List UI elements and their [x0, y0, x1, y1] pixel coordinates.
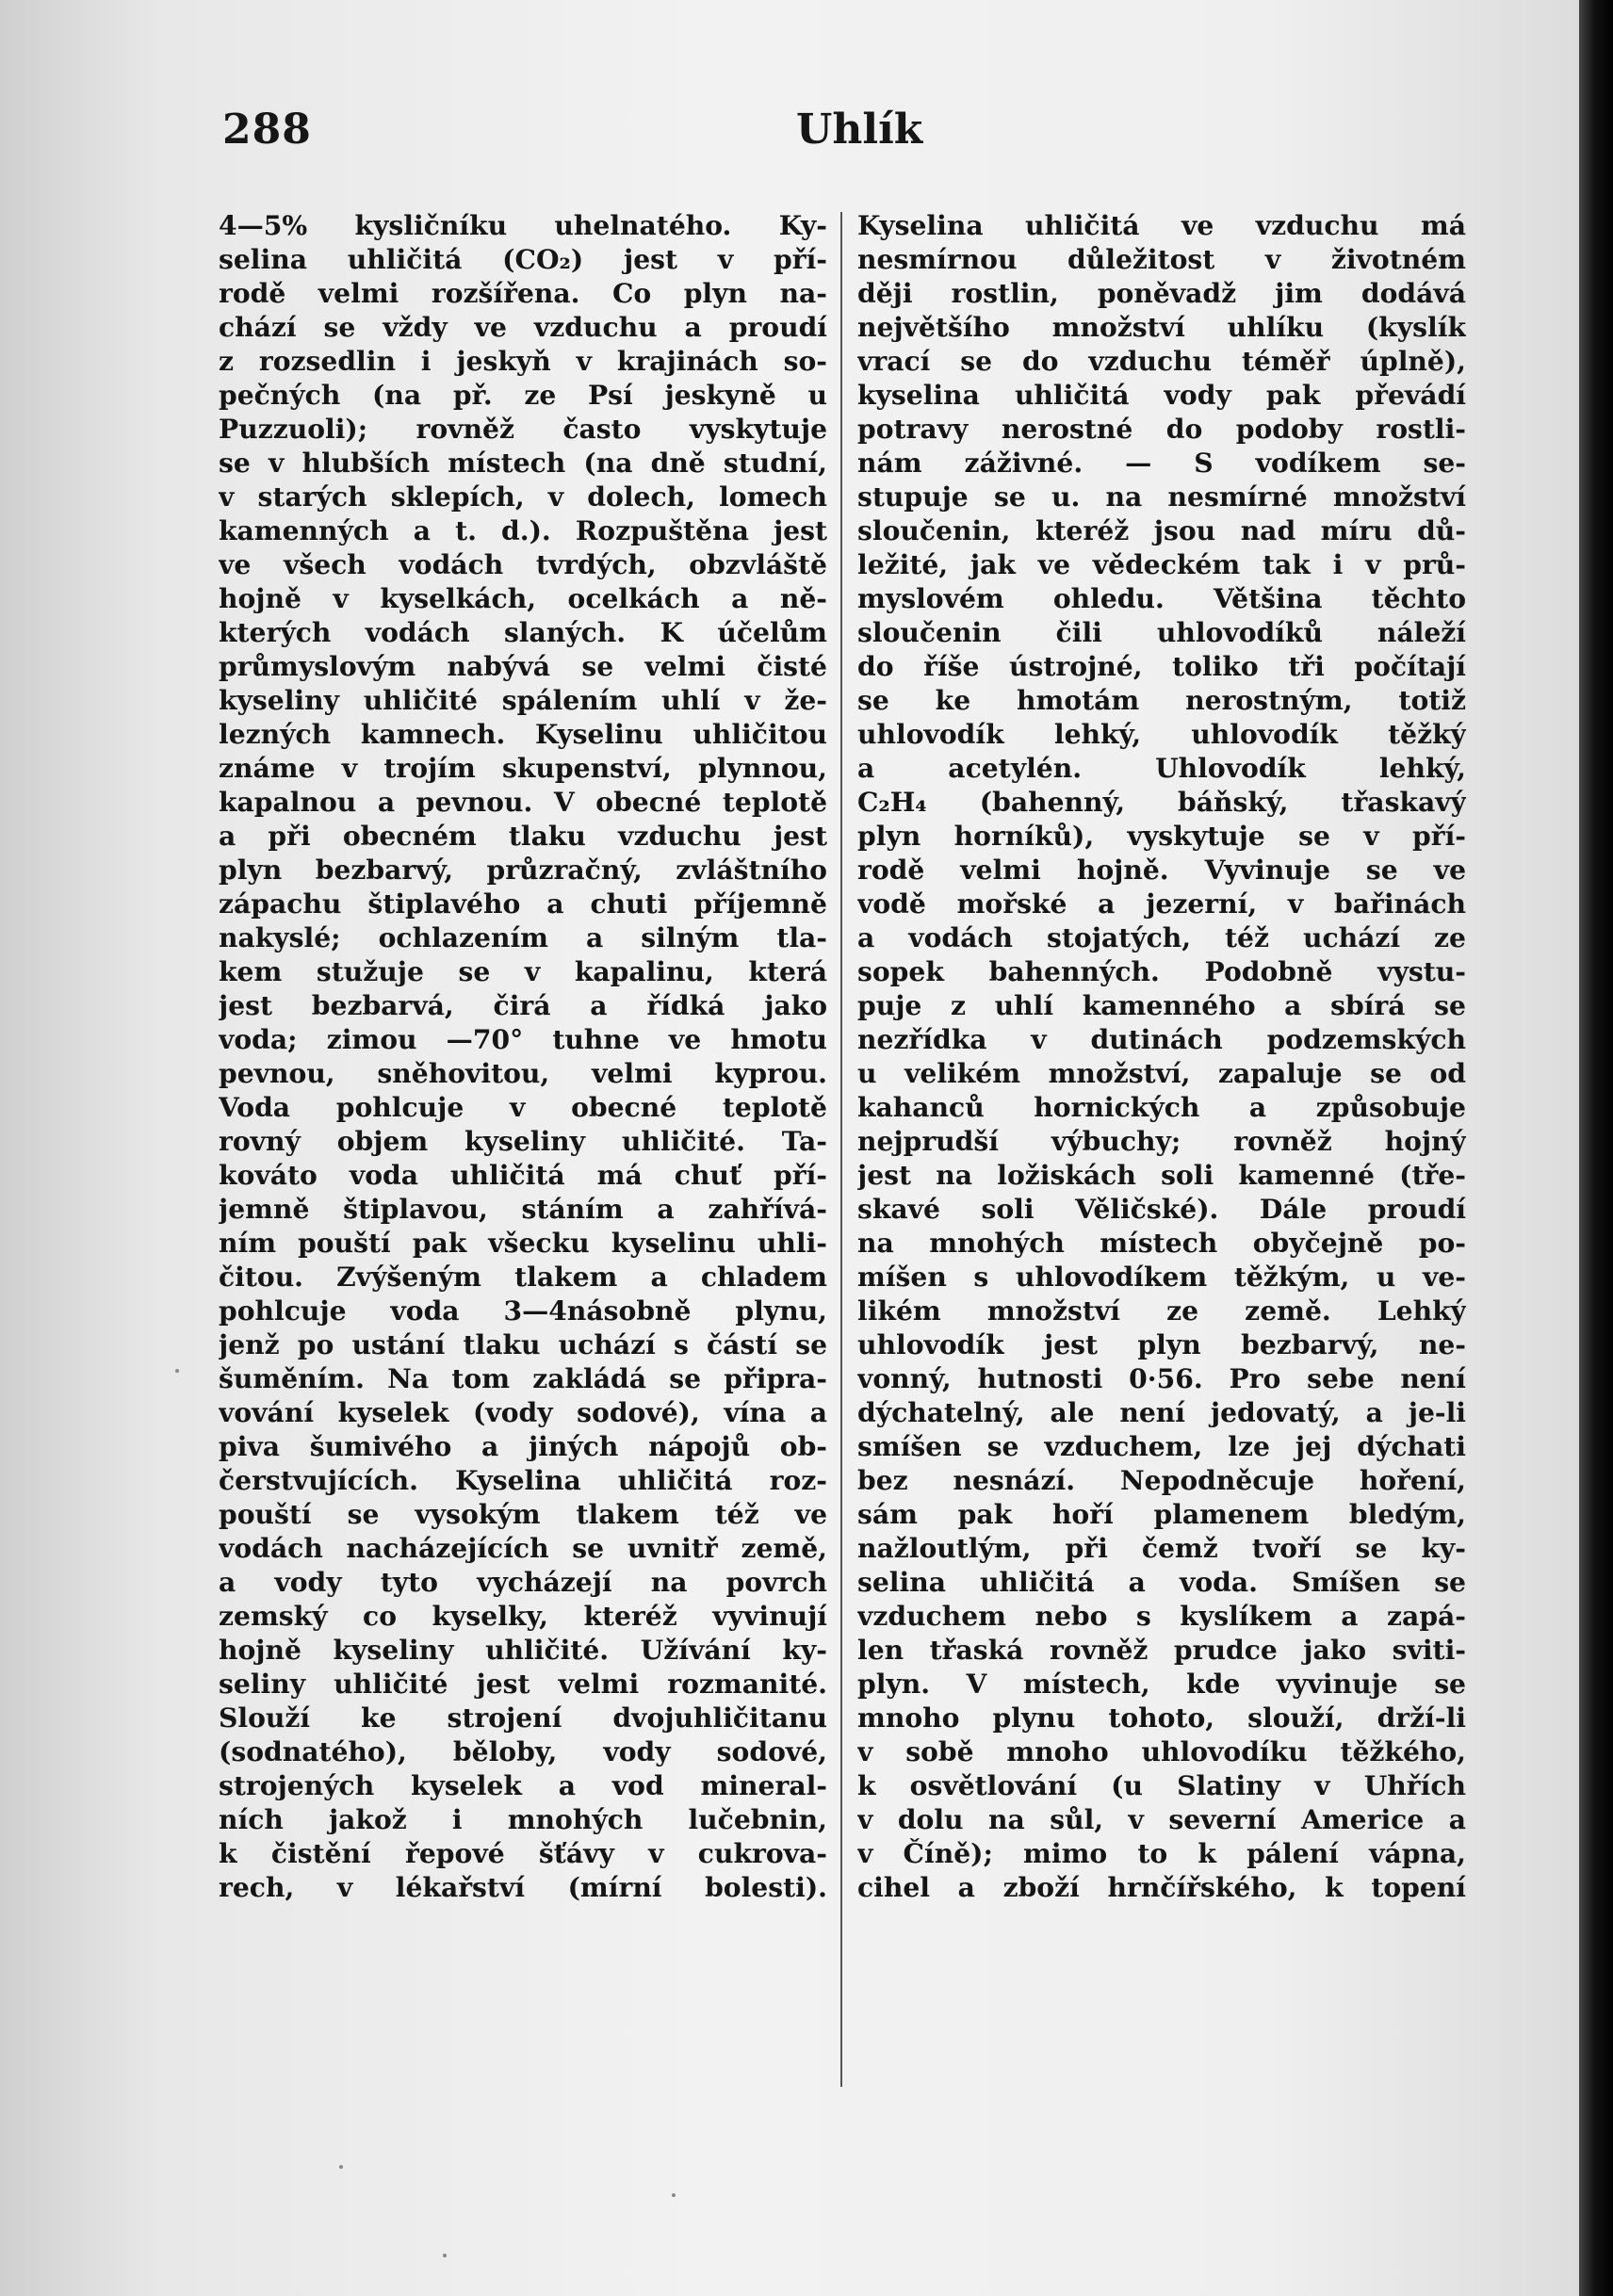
text-line: kahanců hornických a způsobuje	[857, 1092, 1466, 1123]
text-line: ležité, jak ve vědeckém tak i v prů-	[857, 549, 1466, 580]
text-line: u velikém množství, zapaluje se od	[857, 1058, 1466, 1089]
scan-edge	[1579, 0, 1613, 2296]
text-line: nám záživné. — S vodíkem se-	[857, 448, 1466, 479]
text-line: hojně kyseliny uhličité. Užívání ky-	[219, 1635, 827, 1666]
text-line: sopek bahenných. Podobně vystu-	[857, 956, 1466, 987]
text-line: Voda pohlcuje v obecné teplotě	[219, 1092, 827, 1123]
text-line: kamenných a t. d.). Rozpuštěna jest	[219, 515, 827, 546]
text-line: chází se vždy ve vzduchu a proudí	[219, 312, 827, 343]
text-line: a při obecném tlaku vzduchu jest	[219, 821, 827, 852]
text-line: sám pak hoří plamenem bledým,	[857, 1499, 1466, 1530]
text-line: zemský co kyselky, kteréž vyvinují	[219, 1601, 827, 1632]
text-line: 4—5% kysličníku uhelnatého. Ky-	[219, 210, 827, 241]
text-line: na mnohých místech obyčejně po-	[857, 1228, 1466, 1259]
text-line: kováto voda uhličitá má chuť pří-	[219, 1160, 827, 1191]
text-line: jenž po ustání tlaku uchází s částí se	[219, 1329, 827, 1360]
text-line: nakyslé; ochlazením a silným tla-	[219, 922, 827, 953]
text-line: sloučenin, kteréž jsou nad míru dů-	[857, 515, 1466, 546]
paper-speck	[175, 1369, 179, 1373]
text-line: jest na ložiskách soli kamenné (tře-	[857, 1160, 1466, 1191]
text-line: v dolu na sůl, v severní Americe a	[857, 1804, 1466, 1835]
paper-speck	[672, 2193, 676, 2197]
text-line: známe v trojím skupenství, plynnou,	[219, 753, 827, 784]
text-line: uhlovodík jest plyn bezbarvý, ne-	[857, 1329, 1466, 1360]
text-line: ním pouští pak všecku kyselinu uhli-	[219, 1228, 827, 1259]
text-line: Slouží ke strojení dvojuhličitanu	[219, 1702, 827, 1734]
text-line: zápachu štiplavého a chuti příjemně	[219, 888, 827, 920]
text-line: kyselina uhličitá vody pak převádí	[857, 380, 1466, 411]
text-line: potravy nerostné do podoby rostli-	[857, 414, 1466, 445]
text-line: vzduchem nebo s kyslíkem a zapá-	[857, 1601, 1466, 1632]
text-line: Puzzuoli); rovněž často vyskytuje	[219, 414, 827, 445]
text-line: rodě velmi rozšířena. Co plyn na-	[219, 278, 827, 309]
paper-speck	[339, 2165, 343, 2169]
left-text-column	[219, 209, 827, 1905]
text-line: v sobě mnoho uhlovodíku těžkého,	[857, 1736, 1466, 1767]
text-line: nažloutlým, při čemž tvoří se ky-	[857, 1533, 1466, 1564]
text-line: selina uhličitá (CO₂) jest v pří-	[219, 244, 827, 275]
text-line: nejprudší výbuchy; rovněž hojný	[857, 1126, 1466, 1157]
text-line: se ke hmotám nerostným, totiž	[857, 685, 1466, 716]
text-line: smíšen se vzduchem, lze jej dýchati	[857, 1431, 1466, 1462]
text-line: cihel a zboží hrnčířského, k topení	[857, 1872, 1466, 1903]
text-line: šuměním. Na tom zakládá se připra-	[219, 1363, 827, 1394]
running-head: Uhlík	[796, 106, 923, 154]
text-line: vování kyselek (vody sodové), vína a	[219, 1397, 827, 1428]
text-line: největšího množství uhlíku (kyslík	[857, 312, 1466, 343]
text-line: kyseliny uhličité spálením uhlí v že-	[219, 685, 827, 716]
text-line: míšen s uhlovodíkem těžkým, u ve-	[857, 1262, 1466, 1293]
text-line: čitou. Zvýšeným tlakem a chladem	[219, 1262, 827, 1293]
text-line: rovný objem kyseliny uhličité. Ta-	[219, 1126, 827, 1157]
text-line: ději rostlin, poněvadž jim dodává	[857, 278, 1466, 309]
paper-speck	[443, 2254, 447, 2257]
text-line: kterých vodách slaných. K účelům	[219, 617, 827, 648]
text-line: plyn bezbarvý, průzračný, zvláštního	[219, 855, 827, 886]
text-line: ních jakož i mnohých lučebnin,	[219, 1804, 827, 1835]
text-line: hojně v kyselkách, ocelkách a ně-	[219, 583, 827, 614]
text-line: plyn horníků), vyskytuje se v pří-	[857, 821, 1466, 852]
text-line: ve všech vodách tvrdých, obzvláště	[219, 549, 827, 580]
text-line: voda; zimou —70° tuhne ve hmotu	[219, 1024, 827, 1055]
text-line: kapalnou a pevnou. V obecné teplotě	[219, 787, 827, 818]
text-line: rodě velmi hojně. Vyvinuje se ve	[857, 855, 1466, 886]
text-line: selina uhličitá a voda. Smíšen se	[857, 1567, 1466, 1598]
text-line: čerstvujících. Kyselina uhličitá roz-	[219, 1465, 827, 1496]
text-line: pouští se vysokým tlakem též ve	[219, 1499, 827, 1530]
text-line: myslovém ohledu. Většina těchto	[857, 583, 1466, 614]
text-line: len třaská rovněž prudce jako sviti-	[857, 1635, 1466, 1666]
text-line: jemně štiplavou, stáním a zahřívá-	[219, 1194, 827, 1225]
text-line: a vody tyto vycházejí na povrch	[219, 1567, 827, 1598]
text-line: plyn. V místech, kde vyvinuje se	[857, 1669, 1466, 1700]
text-line: jest bezbarvá, čirá a řídká jako	[219, 990, 827, 1021]
text-line: likém množství ze země. Lehký	[857, 1295, 1466, 1327]
text-line: do říše ústrojné, toliko tři počítají	[857, 651, 1466, 682]
text-line: v Číně); mimo to k pálení vápna,	[857, 1838, 1466, 1869]
text-line: skavé soli Věličské). Dále proudí	[857, 1194, 1466, 1225]
text-line: vrací se do vzduchu téměř úplně),	[857, 346, 1466, 377]
text-line: pevnou, sněhovitou, velmi kyprou.	[219, 1058, 827, 1089]
text-line: nesmírnou důležitost v životném	[857, 244, 1466, 275]
text-line: uhlovodík lehký, uhlovodík těžký	[857, 719, 1466, 750]
text-line: z rozsedlin i jeskyň v krajinách so-	[219, 346, 827, 377]
text-line: sloučenin čili uhlovodíků náleží	[857, 617, 1466, 648]
text-line: seliny uhličité jest velmi rozmanité.	[219, 1669, 827, 1700]
text-line: pohlcuje voda 3—4násobně plynu,	[219, 1295, 827, 1327]
text-line: Kyselina uhličitá ve vzduchu má	[857, 210, 1466, 241]
page-number: 288	[222, 106, 312, 154]
text-line: (sodnatého), běloby, vody sodové,	[219, 1736, 827, 1767]
text-line: piva šumivého a jiných nápojů ob-	[219, 1431, 827, 1462]
right-text-column	[857, 209, 1466, 1905]
text-line: dýchatelný, ale není jedovatý, a je-li	[857, 1397, 1466, 1428]
text-line: kem stužuje se v kapalinu, která	[219, 956, 827, 987]
text-line: se v hlubších místech (na dně studní,	[219, 448, 827, 479]
text-line: vodách nacházejících se uvnitř země,	[219, 1533, 827, 1564]
text-line: k čistění řepové šťávy v cukrova-	[219, 1838, 827, 1869]
text-line: bez nesnází. Nepodněcuje hoření,	[857, 1465, 1466, 1496]
text-line: lezných kamnech. Kyselinu uhličitou	[219, 719, 827, 750]
text-line: mnoho plynu tohoto, slouží, drží-li	[857, 1702, 1466, 1734]
text-line: k osvětlování (u Slatiny v Uhřích	[857, 1770, 1466, 1801]
text-line: pečných (na př. ze Psí jeskyně u	[219, 380, 827, 411]
text-line: v starých sklepích, v dolech, lomech	[219, 481, 827, 513]
text-line: puje z uhlí kamenného a sbírá se	[857, 990, 1466, 1021]
column-divider	[840, 212, 842, 2087]
text-line: a acetylén. Uhlovodík lehký,	[857, 753, 1466, 784]
text-line: nezřídka v dutinách podzemských	[857, 1024, 1466, 1055]
text-line: průmyslovým nabývá se velmi čisté	[219, 651, 827, 682]
text-line: a vodách stojatých, též uchází ze	[857, 922, 1466, 953]
text-line: vodě mořské a jezerní, v bařinách	[857, 888, 1466, 920]
text-line: vonný, hutnosti 0·56. Pro sebe není	[857, 1363, 1466, 1394]
text-line: stupuje se u. na nesmírné množství	[857, 481, 1466, 513]
text-line: C₂H₄ (bahenný, báňský, třaskavý	[857, 787, 1466, 818]
text-line: rech, v lékařství (mírní bolesti).	[219, 1872, 827, 1903]
text-line: strojených kyselek a vod mineral-	[219, 1770, 827, 1801]
